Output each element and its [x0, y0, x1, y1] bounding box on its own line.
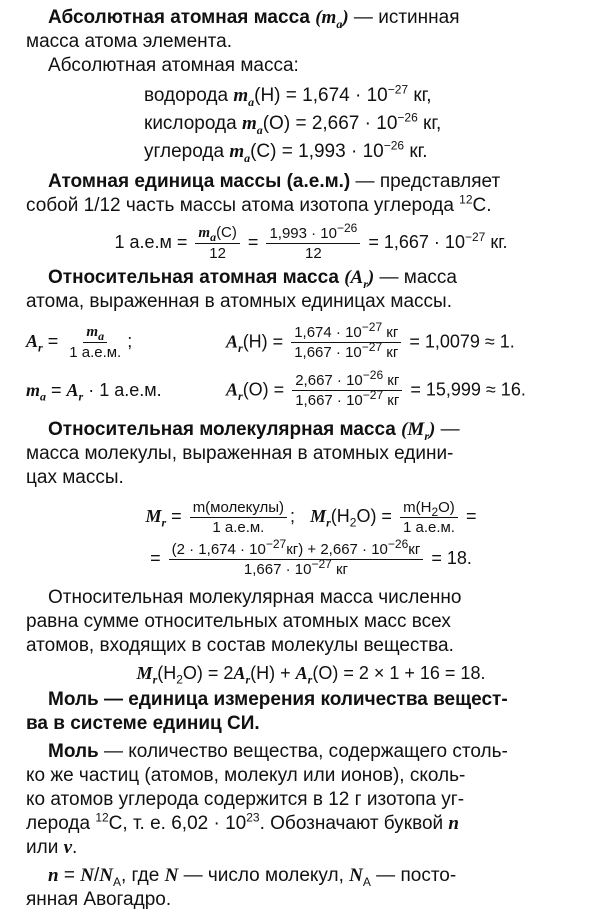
- avogadro-formula-cont: янная Авогадро.: [26, 889, 172, 910]
- relative-atomic-mass-definition: Относительная атомная масса $(A_r)$ — масса: [48, 267, 457, 291]
- water-mass-sum: $M_r(H_2O) = 2A_r(H) + A_r(O) = 2 \times 1 + 16 = 18$.: [136, 663, 486, 687]
- term-relative-atomic-mass: Относительная атомная масса: [48, 267, 339, 288]
- absolute-mass-definition: Абсолютная атомная масса $(m_a)$ — истинная: [48, 7, 460, 31]
- relative-molecular-mass-definition: Относительная молекулярная масса $(M_r)$ —: [48, 419, 460, 443]
- term-relative-molecular-mass: Относительная молекулярная масса: [48, 419, 396, 440]
- molecular-mass-rule: Относительная молекулярная масса численно: [48, 587, 462, 608]
- mole-unit-definition: Моль — единица измерения количества вещест-: [48, 689, 508, 710]
- term-amu: Атомная единица массы (а.е.м.): [48, 171, 351, 192]
- amu-definition: Атомная единица массы (а.е.м.) — представляет: [48, 171, 501, 192]
- molecular-mass-rule-cont2: атомов, входящих в состав молекулы вещества.: [26, 635, 454, 656]
- term-absolute-atomic-mass: Абсолютная атомная масса: [48, 7, 310, 28]
- relative-molecular-mass-definition-cont2: цах массы.: [26, 467, 124, 488]
- term-mole: Моль: [48, 689, 99, 710]
- hydrogen-mass-line: водорода $m_a(H) = 1,674 \cdot 10^{-27}$ кг,: [144, 82, 432, 109]
- mole-unit-definition-cont: ва в системе единиц СИ.: [26, 713, 260, 734]
- relative-atomic-mass-definition-cont: атома, выраженная в атомных единицах массы.: [26, 291, 452, 312]
- amu-definition-cont: собой 1/12 часть массы атома изотопа углерода $^{12}$C.: [26, 192, 492, 216]
- relative-molecular-mass-definition-cont: масса молекулы, выраженная в атомных едини-: [26, 443, 454, 464]
- mole-quantity-definition: Моль — количество вещества, содержащего столь-: [48, 741, 508, 762]
- molecular-mass-rule-cont: равна сумме относительных атомных масс всех: [26, 611, 451, 632]
- molecular-mass-equation: $M_r$ = $\frac{\text{m(молекулы)}}{1 а.е.м.}$ ; $M_r(H_2O)$ = $\frac{m(H_2O)}{1 а.е.м.}$ =: [145, 498, 477, 536]
- absolute-mass-intro: Абсолютная атомная масса:: [48, 55, 299, 76]
- mole-quantity-definition-l2: ко же частиц (атомов, молекул или ионов), сколь-: [26, 765, 466, 786]
- relative-mass-equation-hydrogen: $A_r$ = $\frac{m_a}{1 а.е.м.}$ ; $A_r(H)$ = $\frac{1,674 \cdot 10^{-27} кг}{1,667 \cdot 10^{-27} кг}$ = 1,0079 ≈ 1.: [26, 319, 515, 361]
- mole-quantity-definition-l3: ко атомов углерода содержится в 12 г изотопа уг-: [26, 789, 465, 810]
- avogadro-formula: $n = N/N_A$, где N — число молекул, $N_A$ — посто-: [48, 865, 457, 889]
- oxygen-mass-line: кислорода $m_a(O) = 2,667 \cdot 10^{-26}$ кг,: [144, 110, 442, 137]
- water-mass-calculation: = $\frac{(2 \cdot 1,674 \cdot 10^{-27}кг) + 2,667 \cdot 10^{-26}кг}{1,667 \cdot 10^{-27} кг}$ = 18.: [150, 536, 472, 578]
- fraction: $\frac{1,993 \cdot 10^{-26}}{12}$: [266, 225, 360, 262]
- absolute-mass-definition-cont: масса атома элемента.: [26, 31, 232, 52]
- fraction: $\frac{m_a(C)}{12}$: [195, 224, 240, 262]
- mole-quantity-definition-l5: или ν.: [26, 837, 78, 858]
- amu-equation: 1 а.е.м = $\frac{m_a(C)}{12}$ = $\frac{1,993 \cdot 10^{-26}}{12}$ = $1,667 \cdot 10^{-27}$ кг.: [114, 220, 508, 262]
- term-mole-2: Моль: [48, 741, 99, 762]
- relative-mass-equation-oxygen: $m_a = A_r \cdot 1$ а.е.м. $A_r(O)$ = $\frac{2,667 \cdot 10^{-26} кг}{1,667 \cdot 10^{-27} кг}$ = 15,999 ≈ 16.: [26, 367, 526, 409]
- carbon-mass-line: углерода $m_a(C) = 1,993 \cdot 10^{-26}$ кг.: [144, 138, 428, 165]
- mole-quantity-definition-l4: лерода $^{12}$C, т. е. $6,02 \cdot 10^{23}$. Обозначают буквой n: [26, 810, 459, 834]
